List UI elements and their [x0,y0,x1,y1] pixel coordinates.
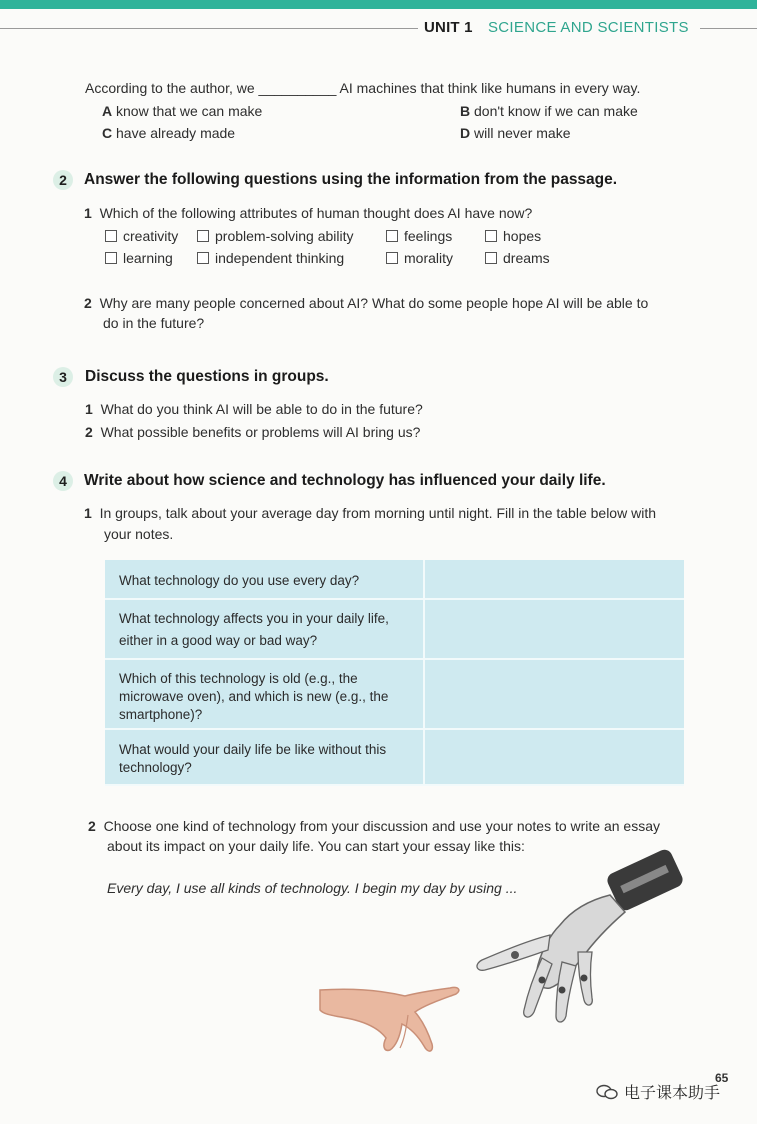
checkbox-icon[interactable] [485,252,497,264]
checkbox-hopes[interactable]: hopes [485,228,541,244]
checkbox-creativity[interactable]: creativity [105,228,178,244]
s4-q2-line2: about its impact on your daily life. You can start your essay like this: [107,838,525,854]
robot-hand-icon [477,847,685,1022]
checkbox-icon[interactable] [386,230,398,242]
top-color-bar [0,0,757,9]
option-c: C have already made [102,125,236,141]
notes-table [105,560,684,784]
unit-title: SCIENCE AND SCIENTISTS [488,19,689,36]
checkbox-problem-solving[interactable]: problem-solving ability [197,228,354,244]
s2-q2-line1: 2 Why are many people concerned about AI? What do some people hope AI will be able to [84,295,649,311]
section-2-title: Answer the following questions using the information from the passage. [84,171,618,188]
table-cell-prompt: What technology do you use every day? [119,573,360,588]
checkbox-independent-thinking[interactable]: independent thinking [197,250,344,266]
s2-q2-line2: do in the future? [103,315,205,331]
notes-input-area[interactable] [425,560,684,784]
header-rule-left [0,28,418,29]
section-4-title: Write about how science and technology has influenced your daily life. [84,472,606,489]
section-3-badge: 3 [53,367,73,387]
section-3-title: Discuss the questions in groups. [85,368,329,385]
chat-bubble-icon [596,1084,618,1100]
checkbox-icon[interactable] [197,252,209,264]
table-cell-prompt: What technology affects you in your daily life, either in a good way or bad way? [119,611,389,648]
checkbox-learning[interactable]: learning [105,250,173,266]
human-hand-icon [320,987,459,1051]
s4-q2-line1: 2 Choose one kind of technology from your discussion and use your notes to write an essay [88,818,661,834]
option-b: B don't know if we can make [460,103,638,119]
section-2-badge: 2 [53,170,73,190]
s4-q1-line1: 1 In groups, talk about your average day from morning until night. Fill in the table below with [84,505,656,521]
section-4-badge: 4 [53,471,73,491]
option-a: A know that we can make [102,103,263,119]
option-d: D will never make [460,125,571,141]
checkbox-icon[interactable] [386,252,398,264]
watermark: 电子课本助手 [596,1080,720,1103]
page-number: 65 [715,1071,729,1085]
checkbox-icon[interactable] [105,252,117,264]
s2-q1: 1 Which of the following attributes of human thought does AI have now? [84,205,533,221]
essay-starter: Every day, I use all kinds of technology. I begin my day by using ... [107,880,518,896]
table-cell-prompt: Which of this technology is old (e.g., the microwave oven), and which is new (e.g., the smartphone)? [119,671,389,722]
s4-q1-line2: your notes. [104,526,174,542]
human-robot-hands-illustration [310,840,710,1070]
checkbox-dreams[interactable]: dreams [485,250,550,266]
checkbox-icon[interactable] [485,230,497,242]
unit-label: UNIT 1 [424,19,473,36]
checkbox-icon[interactable] [105,230,117,242]
s3-q1: 1 What do you think AI will be able to do in the future? [85,401,423,417]
question-stem: According to the author, we __________ AI machines that think like humans in every way. [85,80,641,96]
checkbox-icon[interactable] [197,230,209,242]
s3-q2: 2 What possible benefits or problems will AI bring us? [85,424,421,440]
header-rule-right [700,28,757,29]
checkbox-feelings[interactable]: feelings [386,228,452,244]
checkbox-morality[interactable]: morality [386,250,453,266]
table-cell-prompt: What would your daily life be like without this technology? [119,742,387,775]
